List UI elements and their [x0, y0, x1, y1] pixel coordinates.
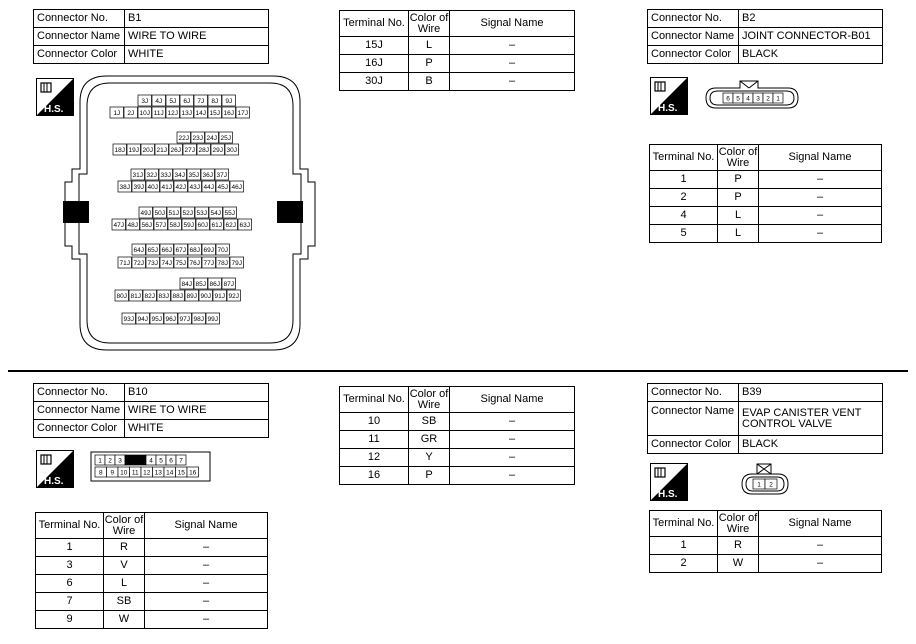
table-row — [340, 55, 575, 73]
pin-label: 69J — [203, 247, 214, 254]
signal-name: – — [450, 467, 575, 485]
wire-color: B — [409, 73, 450, 91]
connector-name-value: JOINT CONNECTOR-B01 — [739, 28, 883, 46]
pin-label: 6J — [183, 98, 191, 105]
pin-label: 1 — [776, 95, 780, 103]
wire-color: P — [409, 467, 450, 485]
pin-label: 95J — [151, 316, 162, 323]
pin-label: 93J — [123, 316, 134, 323]
table-row — [340, 37, 575, 55]
signal-name: – — [450, 449, 575, 467]
pin-label: 10 — [120, 469, 128, 477]
connector-name-value: WIRE TO WIRE — [125, 402, 269, 420]
wire-color: V — [104, 557, 145, 575]
terminal-no: 11 — [340, 431, 409, 449]
pin-label: 13 — [154, 469, 162, 477]
pin-label: 40J — [147, 184, 158, 191]
pin-label: 74J — [161, 260, 172, 267]
signal-name: – — [759, 537, 882, 555]
pin-label: 76J — [189, 260, 200, 267]
connector-no-value: B1 — [125, 10, 269, 28]
pin-label: 80J — [116, 293, 127, 300]
signal-name: – — [450, 431, 575, 449]
wire-color-header: Color of Wire — [409, 387, 449, 411]
terminal-no: 4 — [650, 207, 718, 225]
terminal-no: 6 — [36, 575, 104, 593]
pin-label: 10J — [139, 110, 150, 117]
pin-label: 89J — [186, 293, 197, 300]
table-row — [650, 189, 882, 207]
signal-name: – — [759, 555, 882, 573]
b2-connector-face-diagram — [704, 76, 800, 112]
pin-label: 8J — [211, 98, 219, 105]
connector-no-value: B10 — [125, 384, 269, 402]
signal-name-header: Signal Name — [759, 511, 882, 537]
pin-label: 7 — [179, 457, 183, 465]
pin-label: 28J — [198, 147, 209, 154]
pin-label: 12J — [167, 110, 178, 117]
pin-label: 15J — [209, 110, 220, 117]
connector-name-value: WIRE TO WIRE — [125, 28, 269, 46]
pin-label: 53J — [196, 210, 207, 217]
wire-color: SB — [104, 593, 145, 611]
pin-label: 99J — [207, 316, 218, 323]
table-row — [340, 467, 575, 485]
pin-label: 14J — [195, 110, 206, 117]
pin-label: 6 — [169, 457, 173, 465]
svg-text:H.S.: H.S. — [658, 103, 678, 114]
wire-color-header: Color of Wire — [718, 145, 758, 169]
hs-harness-side-icon — [650, 463, 688, 501]
pin-label: 48J — [127, 222, 138, 229]
pin-label: 82J — [144, 293, 155, 300]
pin-label: 42J — [175, 184, 186, 191]
connector-no-label: Connector No. — [648, 10, 739, 28]
hs-harness-side-icon — [650, 77, 688, 115]
pin-label: 88J — [172, 293, 183, 300]
pin-label: 87J — [223, 281, 234, 288]
table-row — [650, 225, 882, 243]
terminal-no: 3 — [36, 557, 104, 575]
signal-name: – — [145, 611, 268, 629]
pin-label: 65J — [147, 247, 158, 254]
pin-label: 71J — [119, 260, 130, 267]
pin-label: 60J — [197, 222, 208, 229]
wire-color-header: Color of Wire — [718, 511, 758, 535]
pin-label: 70J — [217, 247, 228, 254]
terminal-no-header: Terminal No. — [340, 387, 409, 413]
terminal-no: 10 — [340, 413, 409, 431]
b1-connector-info — [33, 9, 269, 64]
terminal-no: 9 — [36, 611, 104, 629]
pin-label: 31J — [132, 172, 143, 179]
section-divider — [8, 370, 908, 372]
table-row — [36, 611, 268, 629]
connector-name-label: Connector Name — [34, 402, 125, 420]
connector-color-label: Connector Color — [648, 46, 739, 64]
pin-label: 18J — [114, 147, 125, 154]
b10-terminal-table-left — [35, 512, 268, 629]
pin-label: 35J — [188, 172, 199, 179]
wire-color-header: Color of Wire — [409, 11, 449, 35]
b2-connector-info — [647, 9, 883, 64]
signal-name: – — [450, 413, 575, 431]
signal-name: – — [759, 171, 882, 189]
table-row — [650, 537, 882, 555]
pin-label: 37J — [216, 172, 227, 179]
pin-label: 50J — [154, 210, 165, 217]
terminal-no: 30J — [340, 73, 409, 91]
pin-label: 44J — [203, 184, 214, 191]
wire-color: L — [718, 207, 759, 225]
pin-label: 5J — [169, 98, 177, 105]
b10-connector-info — [33, 383, 269, 438]
pin-label: 47J — [113, 222, 124, 229]
svg-text:H.S.: H.S. — [658, 489, 678, 500]
signal-name-header: Signal Name — [759, 145, 882, 171]
connector-no-label: Connector No. — [34, 384, 125, 402]
pin-label: 63J — [239, 222, 250, 229]
terminal-no: 5 — [650, 225, 718, 243]
pin-label: 58J — [169, 222, 180, 229]
pin-label: 61J — [211, 222, 222, 229]
pin-label: 46J — [231, 184, 242, 191]
pin-label: 85J — [195, 281, 206, 288]
pin-label: 55J — [224, 210, 235, 217]
pin-label: 4 — [149, 457, 153, 465]
pin-label: 51J — [168, 210, 179, 217]
pin-label: 94J — [137, 316, 148, 323]
connector-color-value: WHITE — [125, 46, 269, 64]
connector-no-value: B2 — [739, 10, 883, 28]
terminal-no-header: Terminal No. — [36, 513, 104, 539]
pin-label: 81J — [130, 293, 141, 300]
hs-harness-side-icon — [36, 450, 74, 488]
terminal-no: 2 — [650, 189, 718, 207]
pin-label: 86J — [209, 281, 220, 288]
pin-label: 25J — [220, 135, 231, 142]
b2-terminal-table — [649, 144, 882, 243]
terminal-no: 1 — [650, 171, 718, 189]
table-row — [36, 575, 268, 593]
pin-label: 11J — [153, 110, 164, 117]
pin-label: 75J — [175, 260, 186, 267]
pin-label: 77J — [203, 260, 214, 267]
pin-label: 26J — [170, 147, 181, 154]
connector-name-line-1: EVAP CANISTER VENT — [742, 406, 862, 419]
pin-label: 16J — [223, 110, 234, 117]
wire-color: R — [718, 537, 759, 555]
table-row — [36, 539, 268, 557]
pin-label: 33J — [160, 172, 171, 179]
pin-label: 2 — [769, 481, 773, 489]
signal-name: – — [759, 225, 882, 243]
b1-connector-face-diagram — [62, 74, 318, 354]
pin-label: 27J — [184, 147, 195, 154]
pin-label: 2J — [127, 110, 135, 117]
pin-label: 9 — [110, 469, 115, 477]
connector-color-label: Connector Color — [648, 436, 739, 454]
pin-label: 78J — [217, 260, 228, 267]
key-block — [125, 455, 146, 465]
pin-label: 52J — [182, 210, 193, 217]
signal-name-header: Signal Name — [450, 11, 575, 37]
pin-label: 21J — [156, 147, 167, 154]
pin-label: 1 — [757, 481, 761, 489]
signal-name: – — [450, 73, 575, 91]
terminal-no: 2 — [650, 555, 718, 573]
pin-label: 3 — [756, 95, 760, 103]
svg-text:H.S.: H.S. — [44, 104, 64, 115]
table-row — [650, 207, 882, 225]
pin-label: 45J — [217, 184, 228, 191]
pin-label: 11 — [131, 469, 139, 477]
pin-label: 7J — [197, 98, 205, 105]
pin-label: 72J — [133, 260, 144, 267]
pin-label: 57J — [155, 222, 166, 229]
pin-label: 91J — [214, 293, 225, 300]
wire-color: L — [409, 37, 450, 55]
pin-label: 9J — [225, 98, 233, 105]
signal-name: – — [145, 575, 268, 593]
pin-label: 68J — [189, 247, 200, 254]
signal-name: – — [145, 593, 268, 611]
connector-name-value — [739, 402, 883, 436]
pin-label: 30J — [226, 147, 237, 154]
table-row — [340, 449, 575, 467]
b39-terminal-table — [649, 510, 882, 573]
pin-label: 20J — [142, 147, 153, 154]
wire-color: P — [718, 189, 759, 207]
pin-label: 1 — [98, 457, 102, 465]
wire-color: W — [104, 611, 145, 629]
pin-label: 2 — [108, 457, 112, 465]
connector-color-value: BLACK — [739, 46, 883, 64]
wire-color: Y — [409, 449, 450, 467]
pin-label: 92J — [228, 293, 239, 300]
pin-label: 62J — [225, 222, 236, 229]
pin-label: 59J — [183, 222, 194, 229]
pin-label: 6 — [726, 95, 730, 103]
pin-label: 5 — [159, 457, 163, 465]
b1-terminal-table — [339, 10, 575, 91]
table-row — [36, 557, 268, 575]
terminal-no-header: Terminal No. — [340, 11, 409, 37]
connector-no-label: Connector No. — [648, 384, 739, 402]
connector-color-label: Connector Color — [34, 420, 125, 438]
wire-color: L — [718, 225, 759, 243]
pin-label: 4 — [746, 95, 750, 103]
pin-label: 54J — [210, 210, 221, 217]
table-row — [340, 413, 575, 431]
connector-no-label: Connector No. — [34, 10, 125, 28]
pin-label: 84J — [181, 281, 192, 288]
wire-color: GR — [409, 431, 450, 449]
pin-label: 98J — [193, 316, 204, 323]
wire-color: W — [718, 555, 759, 573]
pin-label: 41J — [161, 184, 172, 191]
pin-label: 19J — [128, 147, 139, 154]
connector-name-label: Connector Name — [34, 28, 125, 46]
wire-color: P — [718, 171, 759, 189]
signal-name: – — [450, 55, 575, 73]
pin-label: 12 — [143, 469, 151, 477]
b10-connector-face-diagram — [90, 451, 212, 483]
signal-name: – — [450, 37, 575, 55]
terminal-no-header: Terminal No. — [650, 511, 718, 537]
pin-label: 64J — [133, 247, 144, 254]
b39-connector-face-diagram — [740, 462, 790, 496]
pin-label: 56J — [141, 222, 152, 229]
connector-name-label: Connector Name — [648, 402, 739, 436]
signal-name-header: Signal Name — [145, 513, 268, 539]
pin-label: 8 — [98, 469, 103, 477]
pin-label: 66J — [161, 247, 172, 254]
pin-label: 15 — [177, 469, 185, 477]
table-row — [340, 73, 575, 91]
wire-color: SB — [409, 413, 450, 431]
connector-color-label: Connector Color — [34, 46, 125, 64]
connector-no-value: B39 — [739, 384, 883, 402]
pin-label: 39J — [133, 184, 144, 191]
pin-label: 2 — [766, 95, 770, 103]
signal-name: – — [759, 207, 882, 225]
pin-label: 34J — [174, 172, 185, 179]
pin-label: 49J — [140, 210, 151, 217]
latch-left — [63, 201, 89, 223]
connector-name-label: Connector Name — [648, 28, 739, 46]
pin-label: 22J — [178, 135, 189, 142]
pin-label: 4J — [155, 98, 163, 105]
pin-label: 16 — [189, 469, 197, 477]
pin-label: 14 — [166, 469, 174, 477]
pin-label: 97J — [179, 316, 190, 323]
terminal-no: 7 — [36, 593, 104, 611]
terminal-no: 1 — [36, 539, 104, 557]
table-row — [340, 431, 575, 449]
signal-name: – — [759, 189, 882, 207]
pin-label: 32J — [146, 172, 157, 179]
pin-label: 1J — [113, 110, 121, 117]
terminal-no: 12 — [340, 449, 409, 467]
pin-label: 3 — [118, 457, 122, 465]
wire-color: L — [104, 575, 145, 593]
signal-name: – — [145, 557, 268, 575]
b10-terminal-table-mid — [339, 386, 575, 485]
pin-label: 67J — [175, 247, 186, 254]
pin-label: 73J — [147, 260, 158, 267]
connector-color-value: WHITE — [125, 420, 269, 438]
terminal-no: 1 — [650, 537, 718, 555]
pin-label: 96J — [165, 316, 176, 323]
pin-label: 3J — [141, 98, 149, 105]
terminal-no: 16J — [340, 55, 409, 73]
signal-name: – — [145, 539, 268, 557]
svg-text:H.S.: H.S. — [44, 476, 64, 487]
pin-label: 17J — [237, 110, 248, 117]
terminal-no: 15J — [340, 37, 409, 55]
pin-label: 5 — [736, 95, 740, 103]
connector-color-value: BLACK — [739, 436, 883, 454]
pin-label: 23J — [192, 135, 203, 142]
pin-label: 24J — [206, 135, 217, 142]
terminal-no: 16 — [340, 467, 409, 485]
wire-color: P — [409, 55, 450, 73]
pin-label: 90J — [200, 293, 211, 300]
pin-label: 36J — [202, 172, 213, 179]
pin-label: 29J — [212, 147, 223, 154]
pin-label: 43J — [189, 184, 200, 191]
table-row — [650, 171, 882, 189]
b39-connector-info — [647, 383, 883, 454]
wire-color: R — [104, 539, 145, 557]
pin-label: 38J — [119, 184, 130, 191]
latch-right — [277, 201, 303, 223]
signal-name-header: Signal Name — [450, 387, 575, 413]
pin-label: 83J — [158, 293, 169, 300]
table-row — [36, 593, 268, 611]
connector-name-line-2: CONTROL VALVE — [742, 417, 833, 430]
terminal-no-header: Terminal No. — [650, 145, 718, 171]
wire-color-header: Color of Wire — [104, 513, 144, 537]
table-row — [650, 555, 882, 573]
pin-label: 13J — [181, 110, 192, 117]
pin-label: 79J — [231, 260, 242, 267]
